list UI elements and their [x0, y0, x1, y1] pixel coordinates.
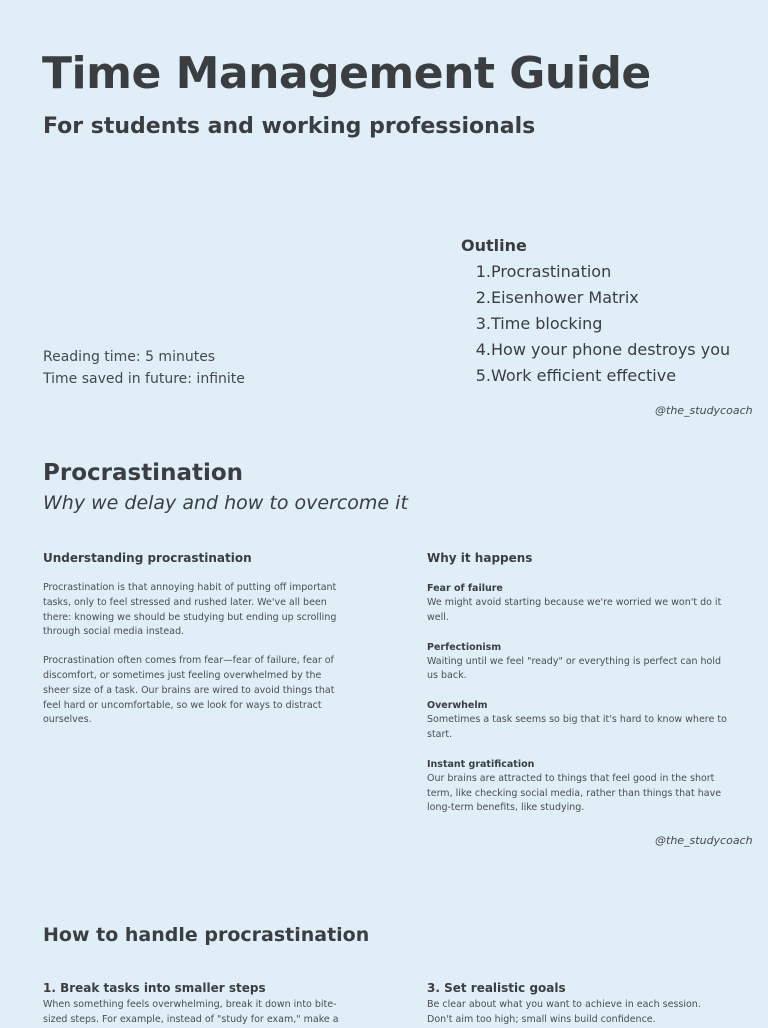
page-subtitle: For students and working professionals [43, 114, 536, 139]
step-title: 3. Set realistic goals [427, 981, 566, 995]
reason-item [427, 757, 727, 816]
section-title-procrastination: Procrastination [43, 460, 244, 486]
outline-item: 3. Time blocking [475, 314, 603, 333]
outline-item: 4. How your phone destroys you [475, 340, 731, 359]
outline-item: 5. Work efficient effective [475, 366, 677, 385]
author-handle: @the_studycoach [655, 404, 753, 417]
author-handle: @the_studycoach [655, 834, 753, 847]
understanding-paragraph: Procrastination often comes from fear—fear of failure, fear of discomfort, or sometimes just feeling overwhelmed by the sheer size of a task. Our brains are wired to avoid things that feel hard or uncomfortable, so we look for ways to distract ourselves. [43, 655, 335, 726]
outline-item: 2. Eisenhower Matrix [475, 288, 639, 307]
reading-meta [43, 346, 245, 390]
understanding-column [43, 551, 343, 728]
why-column [427, 551, 727, 830]
reason-item [427, 698, 727, 743]
step-text: Be clear about what you want to achieve in each session. Don't aim too high; small wins build confidence. [427, 999, 701, 1025]
reason-text: We might avoid starting because we're worried we won't do it well. [427, 597, 722, 623]
outline-item: 1. Procrastination [475, 262, 612, 281]
reason-text: Our brains are attracted to things that feel good in the short term, like checking social media, rather than things that have long-term benefits, like studying. [427, 772, 722, 814]
reason-item [427, 581, 727, 626]
step-3 [427, 981, 727, 1028]
step-text: When something feels overwhelming, break it down into bite-sized steps. For example, instead of "study for exam," make a [43, 999, 339, 1025]
section-subtitle-procrastination: Why we delay and how to overcome it [43, 492, 408, 514]
reading-time: Reading time: 5 minutes [43, 349, 216, 365]
outline-list [461, 259, 730, 389]
outline [461, 236, 730, 389]
why-heading: Why it happens [427, 551, 533, 565]
reason-item [427, 640, 727, 685]
outline-heading: Outline [461, 236, 527, 255]
page-title: Time Management Guide [42, 48, 651, 99]
step-title: 1. Break tasks into smaller steps [43, 981, 266, 995]
understanding-heading: Understanding procrastination [43, 551, 252, 565]
reason-text: Sometimes a task seems so big that it's hard to know where to start. [427, 714, 727, 740]
section-title-handling: How to handle procrastination [43, 924, 370, 946]
step-1 [43, 981, 343, 1028]
understanding-paragraph: Procrastination is that annoying habit of putting off important tasks, only to feel stressed and rushed later. We've all been there: knowing we should be studying but ending up scrolling through social media instead. [43, 582, 337, 638]
reason-title: Instant gratification [427, 758, 535, 770]
reason-title: Perfectionism [427, 641, 502, 653]
time-saved: Time saved in future: infinite [43, 371, 245, 387]
reason-text: Waiting until we feel "ready" or everything is perfect can hold us back. [427, 655, 722, 682]
reason-title: Overwhelm [427, 700, 488, 712]
reason-title: Fear of failure [427, 583, 503, 594]
